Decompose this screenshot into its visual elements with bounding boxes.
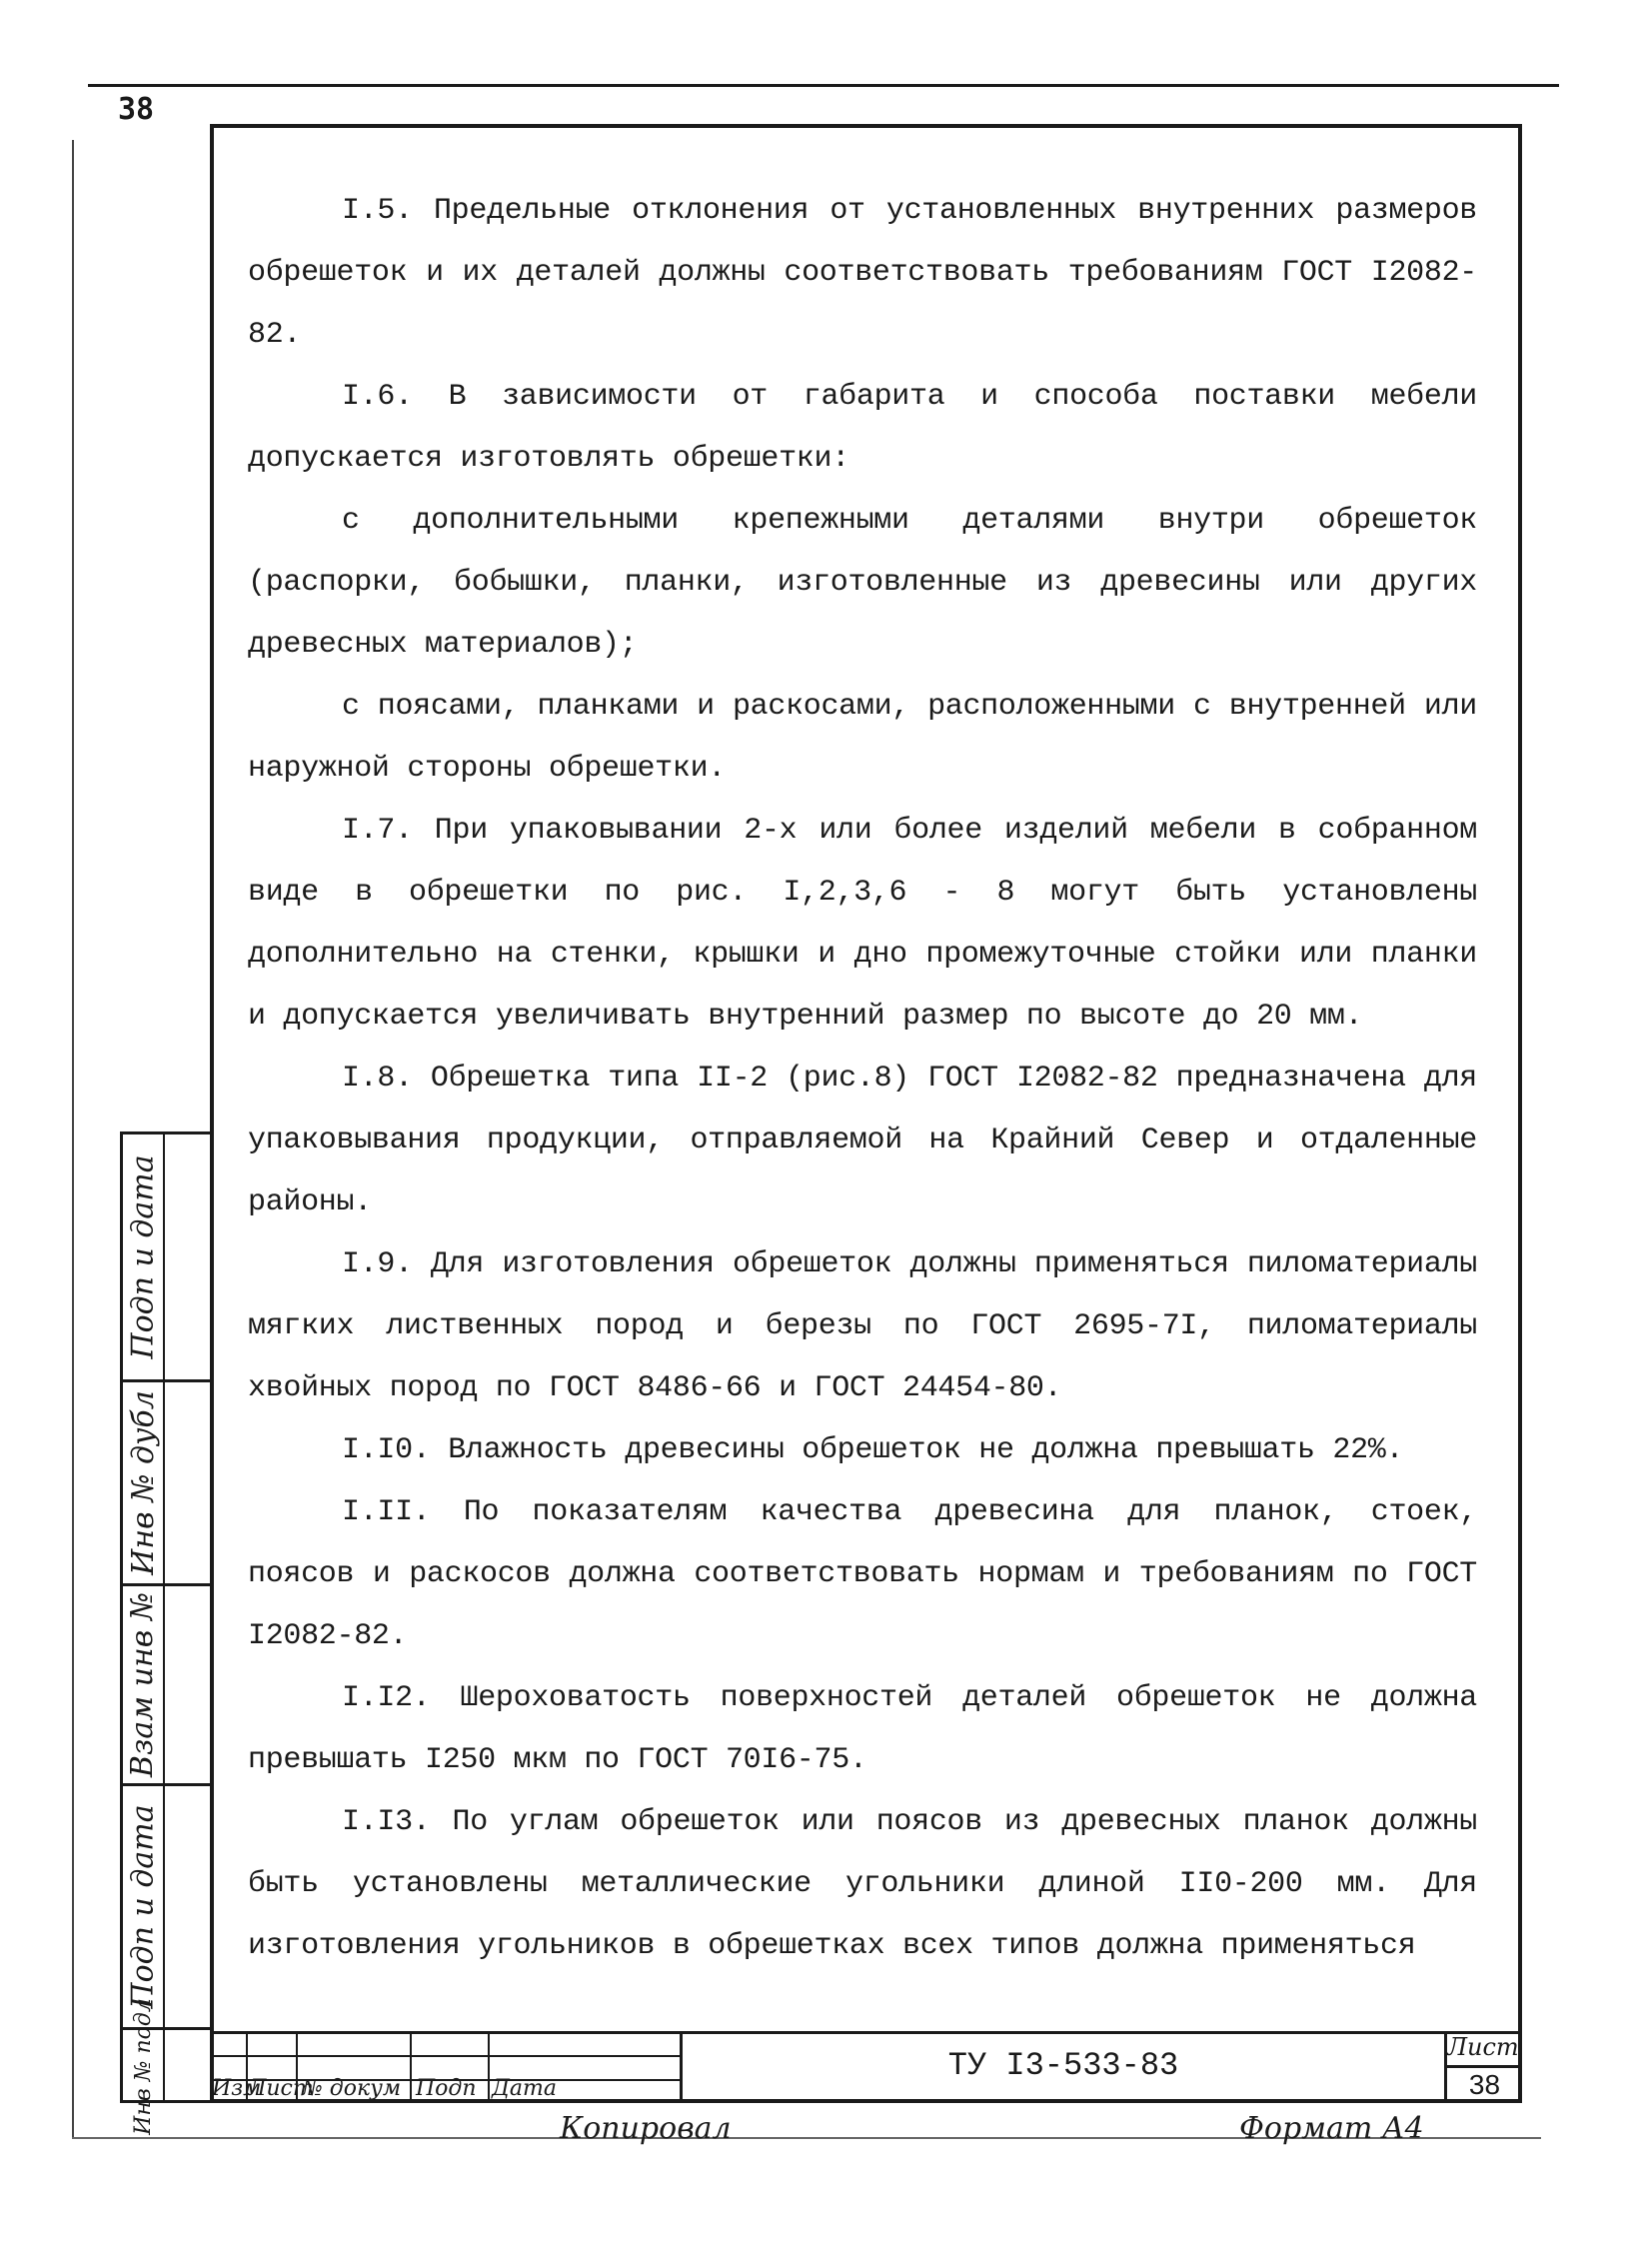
outer-border-top [88, 84, 1559, 87]
sidebar-cell-dup-inv [123, 1382, 210, 1586]
col-date-label: Дата [492, 2076, 557, 2101]
sidebar-label: Подп и дата [125, 1804, 161, 2009]
paragraph-1-13: I.I3. По углам обрешеток или поясов из древесных планок должны быть установлены металлические угольники длиной II0-200 мм. Для изготовления угольников в обрешетках всех типов должна применяться [248, 1805, 1477, 1963]
paragraph-1-7: I.7. При упаковывании 2-х или более изделий мебели в собранном виде в обрешетки по рис. I,2,3,6 - 8 могут быть установлены дополнительно на стенки, крышки и дно промежуточные стойки или планки и допускается увеличивать внутренний размер по высоте до 20 мм. [248, 814, 1477, 1034]
sidebar-label: Подп и дата [125, 1154, 161, 1359]
document-body [248, 180, 1477, 1977]
paragraph-1-5: I.5. Предельные отклонения от установленных внутренних размеров обрешеток и их деталей должны соответствовать требованиям ГОСТ I2082-82. [248, 194, 1477, 352]
outer-border-left [72, 140, 74, 2139]
paragraph-1-9: I.9. Для изготовления обрешеток должны применяться пиломатериалы мягких лиственных пород и березы по ГОСТ 2695-7I, пиломатериалы хвойных пород по ГОСТ 8486-66 и ГОСТ 24454-80. [248, 1247, 1477, 1405]
paragraph-1-6-item-1: с дополнительными крепежными деталями внутри обрешеток (распорки, бобышки, планки, изготовленные из древесины или других древесных материалов); [248, 504, 1477, 662]
page-number: 38 [118, 92, 155, 127]
sidebar-cell-orig-inv [123, 1998, 210, 2135]
sidebar-cell-sign-date-2 [123, 1786, 210, 2030]
sidebar-cell-replace-inv [123, 1586, 210, 1786]
col-izm-label: Изм [212, 2076, 262, 2101]
sidebar-label: Взам инв № [125, 1591, 161, 1778]
paragraph-1-11: I.II. По показателям качества древесина для планок, стоек, поясов и раскосов должна соответствовать нормам и требованиям по ГОСТ I2082-82. [248, 1495, 1477, 1653]
sheet-number: 38 [1447, 2065, 1522, 2103]
paragraph-1-12: I.I2. Шероховатость поверхностей деталей обрешеток не должна превышать I250 мкм по ГОСТ 70I6-75. [248, 1681, 1477, 1777]
paragraph-1-6: I.6. В зависимости от габарита и способа поставки мебели допускается изготовлять обрешетки: [248, 380, 1477, 476]
paragraph-1-8: I.8. Обрешетка типа II-2 (рис.8) ГОСТ I2082-82 предназначена для упаковывания продукции, отправляемой на Крайний Север и отдаленные районы. [248, 1062, 1477, 1219]
sidebar-label: Инв № подл [130, 1998, 156, 2135]
paragraph-1-10: I.I0. Влажность древесины обрешеток не должна превышать 22%. [342, 1433, 1404, 1467]
sidebar-label: Инв № дубл [125, 1390, 161, 1575]
sidebar-cell-sign-date-1 [123, 1134, 210, 1382]
title-block [210, 2033, 1522, 2103]
revision-grid [210, 2033, 680, 2103]
col-doc-label: № докум [302, 2076, 402, 2101]
sidebar-stamp [120, 1131, 210, 2135]
col-list-label: Лист [248, 2076, 314, 2101]
sheet-label: Лист [1447, 2033, 1519, 2061]
document-code: ТУ I3-533-83 [947, 2047, 1179, 2084]
format-note: Формат А4 [1239, 2111, 1424, 2146]
copied-by-note: Копировал [560, 2111, 732, 2146]
col-sign-label: Подп [416, 2076, 477, 2101]
paragraph-1-6-item-2: с поясами, планками и раскосами, расположенными с внутренней или наружной стороны обрешетки. [248, 690, 1477, 786]
